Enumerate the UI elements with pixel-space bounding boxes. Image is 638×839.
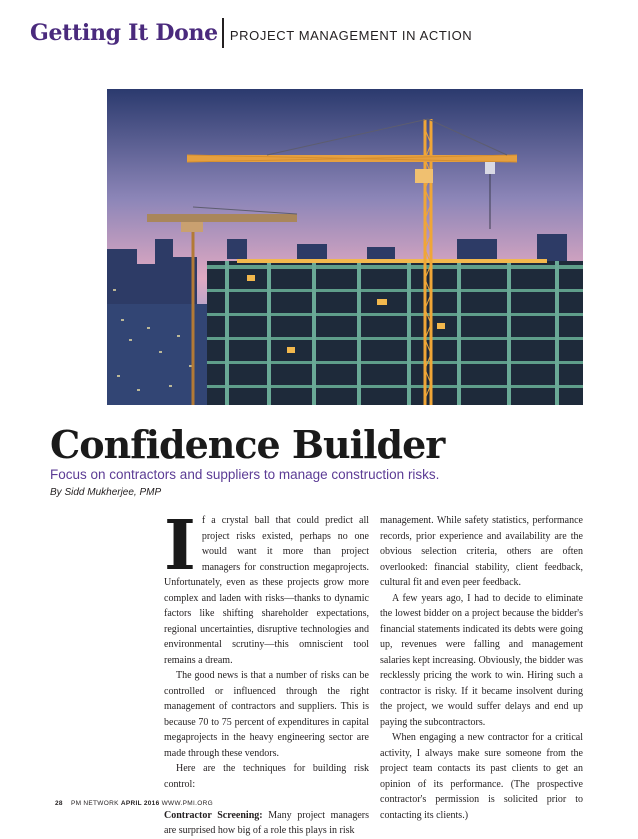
article-paragraph: Here are the techniques for building risk control: xyxy=(164,763,369,790)
article-column-1 xyxy=(161,506,369,839)
article-subhead: Contractor Screening: xyxy=(164,809,263,821)
drop-cap: I xyxy=(164,506,196,586)
website-link[interactable]: WWW.PMI.ORG xyxy=(161,800,213,807)
section-subtitle: PROJECT MANAGEMENT IN ACTION xyxy=(229,27,473,43)
issue-date: APRIL 2016 xyxy=(120,800,160,807)
article-byline: By Sidd Mukherjee, PMP xyxy=(50,487,162,498)
page-footer xyxy=(55,800,213,807)
section-divider xyxy=(222,18,224,48)
article-paragraph xyxy=(164,808,369,839)
paragraph-text: f a crystal ball that could predict all project risks existed, perhaps no one would want it more than project managers for construction megaprojects. Unfortunately, even as these projects grow more complex and laden with risks—thanks to dynamic factors like shifting shareholder expectations, regional uncertainties, disruptive technologies and environmental scrutiny—this omniscient tool remains a dream. xyxy=(164,515,369,666)
article-paragraph: management. While safety statistics, performance records, prior experience and availability are the obvious selection criteria, others are often overlooked: financial stability, client feedback, cultural fit and even peer feedback. xyxy=(380,515,583,588)
article-headline: Confidence Builder xyxy=(50,422,445,467)
article-paragraph: The good news is that a number of risks can be controlled or influenced through the right management of contractors and suppliers. This is because 70 to 75 percent of expenditures in capital megaprojects in the heavy engineering sector are made through these vendors. xyxy=(164,670,369,759)
article-paragraph: When engaging a new contractor for a critical activity, I always make sure someone from the project team contacts its past clients to get an opinion of its performance. (The prospective contractor's permission is solicited prior to contacting its clients.) xyxy=(380,732,583,821)
construction-cranes-at-dusk-photo xyxy=(107,89,583,405)
section-name: Getting It Done xyxy=(30,20,218,46)
section-header xyxy=(30,18,472,48)
publication-name: PM NETWORK xyxy=(70,800,119,807)
page-number: 28 xyxy=(55,800,63,807)
article-paragraph xyxy=(164,506,369,668)
article-deck: Focus on contractors and suppliers to manage construction risks. xyxy=(50,467,440,482)
article-paragraph: A few years ago, I had to decide to eliminate the lowest bidder on a project because the bidder's financial statements indicated its debts were going up, revenues were falling and management salaries kept increasing. Obviously, the bidder was recklessly pricing the work to win. Hiring such a contractor is risky. If it became insolvent during the project, we would suffer delays and end up paying the subcontractors. xyxy=(380,592,583,728)
paragraph-text: Many project managers are surprised how big of a role this plays in risk xyxy=(164,809,369,836)
article-column-2 xyxy=(380,513,583,823)
